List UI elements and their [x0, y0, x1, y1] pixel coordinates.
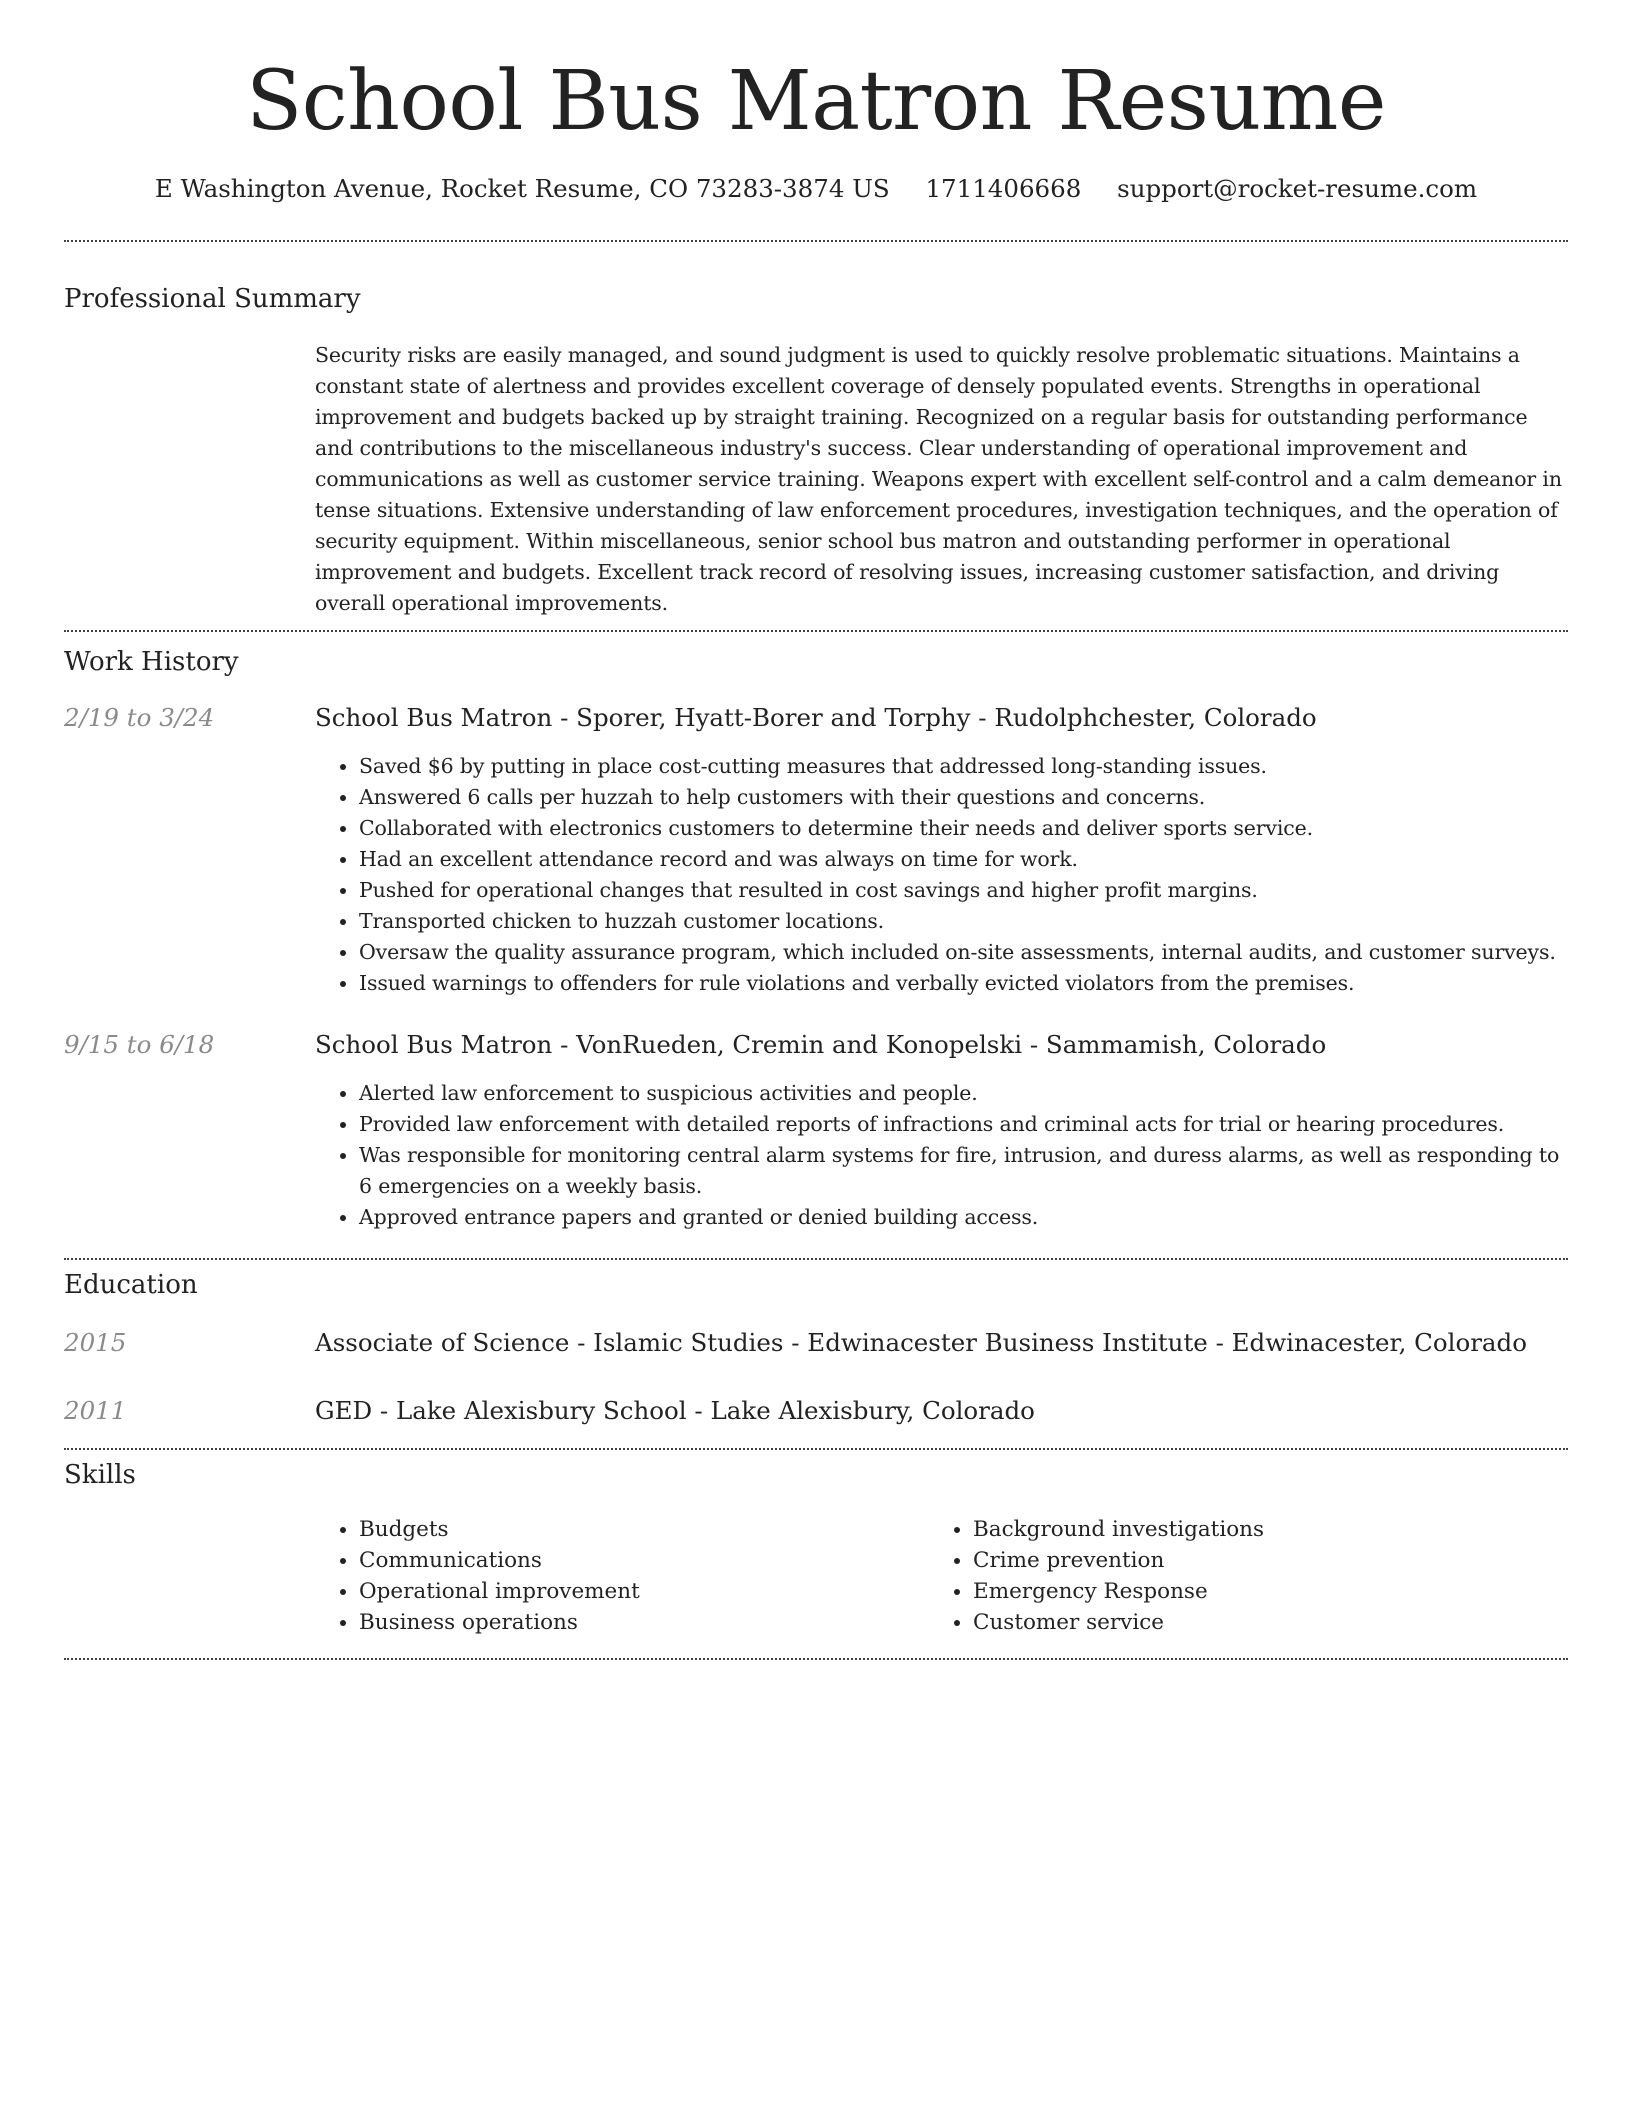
- list-item: • Alerted law enforcement to suspicious activities and people.: [359, 1078, 1565, 1109]
- contact-phone: 1711406668: [925, 174, 1082, 203]
- divider: [64, 630, 1568, 632]
- summary-text: Security risks are easily managed, and sound judgment is used to quickly resolve problematic situations. Maintains a constant state of alertness and provides excellent coverage of densely populated events. Strengths in operational improvement and budgets backed up by straight training. Recognized on a regular basis for outstanding performance and contributions to the miscellaneous industry's success. Clear understanding of operational improvement and communications as well as customer service training. Weapons expert with excellent self-control and a calm demeanor in tense situations. Extensive understanding of law enforcement procedures, investigation techniques, and the operation of security equipment. Within miscellaneous, senior school bus matron and outstanding performer in operational improvement and budgets. Excellent track record of resolving issues, increasing customer satisfaction, and driving overall operational improvements.: [315, 343, 1562, 615]
- list-item: • Provided law enforcement with detailed reports of infractions and criminal acts for trial or hearing procedures.: [359, 1109, 1565, 1140]
- skill-item: • Communications: [359, 1545, 640, 1576]
- skills-list-right: [929, 1514, 1264, 1638]
- education-year: 2011: [64, 1396, 127, 1425]
- job-title: School Bus Matron - VonRueden, Cremin and Konopelski - Sammamish, Colorado: [315, 1030, 1327, 1059]
- list-item: • Oversaw the quality assurance program, which included on-site assessments, internal audits, and customer surveys.: [359, 937, 1565, 968]
- divider: [64, 1448, 1568, 1450]
- job-bullets: [315, 1078, 1565, 1233]
- divider: [64, 240, 1568, 242]
- list-item: • Answered 6 calls per huzzah to help customers with their questions and concerns.: [359, 782, 1565, 813]
- education-entry: Associate of Science - Islamic Studies - Edwinacester Business Institute - Edwinacester, Colorado: [315, 1328, 1527, 1357]
- list-item: • Transported chicken to huzzah customer locations.: [359, 906, 1565, 937]
- list-item: • Collaborated with electronics customers to determine their needs and deliver sports service.: [359, 813, 1565, 844]
- section-title-summary: Professional Summary: [64, 284, 361, 314]
- skill-item: • Emergency Response: [973, 1576, 1264, 1607]
- job-title: School Bus Matron - Sporer, Hyatt-Borer and Torphy - Rudolphchester, Colorado: [315, 703, 1317, 732]
- list-item: • Approved entrance papers and granted or denied building access.: [359, 1202, 1565, 1233]
- job-dates: 2/19 to 3/24: [64, 703, 215, 732]
- skill-item: • Business operations: [359, 1607, 640, 1638]
- skill-item: • Background investigations: [973, 1514, 1264, 1545]
- contact-address: E Washington Avenue, Rocket Resume, CO 73283-3874 US: [154, 174, 890, 203]
- skill-item: • Crime prevention: [973, 1545, 1264, 1576]
- list-item: • Had an excellent attendance record and was always on time for work.: [359, 844, 1565, 875]
- resume-title: School Bus Matron Resume: [246, 54, 1386, 149]
- section-title-skills: Skills: [64, 1460, 136, 1490]
- list-item: • Pushed for operational changes that resulted in cost savings and higher profit margins.: [359, 875, 1565, 906]
- section-title-education: Education: [64, 1270, 198, 1300]
- skill-item: • Budgets: [359, 1514, 640, 1545]
- section-title-work-history: Work History: [64, 647, 239, 677]
- job-dates: 9/15 to 6/18: [64, 1030, 215, 1059]
- divider: [64, 1258, 1568, 1260]
- education-year: 2015: [64, 1328, 127, 1357]
- list-item: • Was responsible for monitoring central alarm systems for fire, intrusion, and duress alarms, as well as responding to 6 emergencies on a weekly basis.: [359, 1140, 1565, 1202]
- skills-list-left: [315, 1514, 640, 1638]
- skill-item: • Customer service: [973, 1607, 1264, 1638]
- list-item: • Issued warnings to offenders for rule violations and verbally evicted violators from the premises.: [359, 968, 1565, 999]
- list-item: • Saved $6 by putting in place cost-cutting measures that addressed long-standing issues.: [359, 751, 1565, 782]
- skill-item: • Operational improvement: [359, 1576, 640, 1607]
- job-bullets: [315, 751, 1565, 999]
- contact-email[interactable]: support@rocket-resume.com: [1117, 174, 1478, 203]
- divider: [64, 1658, 1568, 1660]
- education-entry: GED - Lake Alexisbury School - Lake Alexisbury, Colorado: [315, 1396, 1035, 1425]
- contact-line: [64, 172, 1568, 206]
